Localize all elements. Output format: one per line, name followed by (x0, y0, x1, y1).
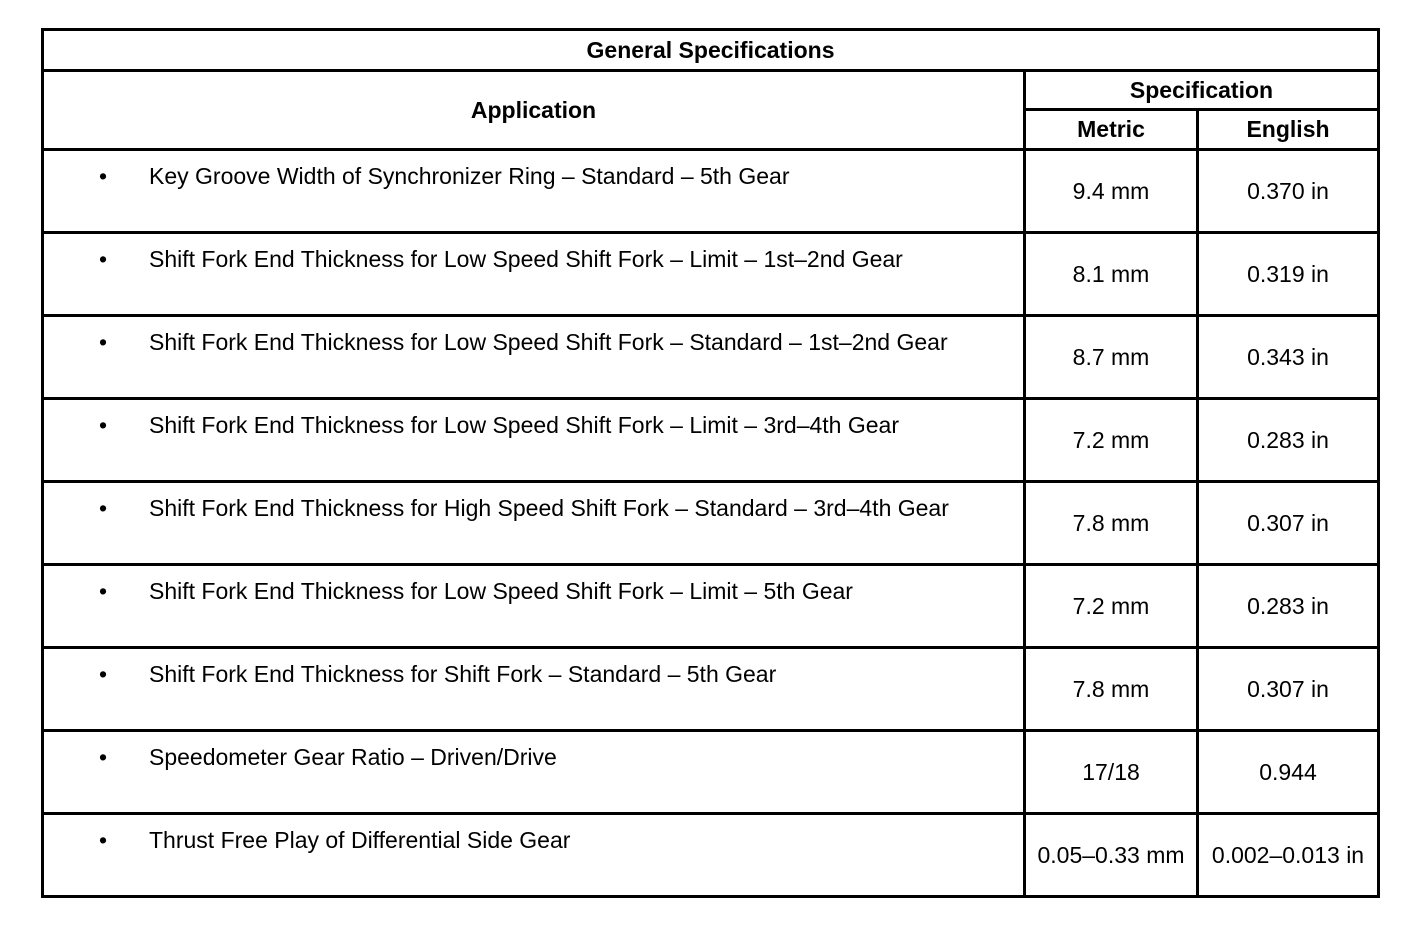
table-row (43, 399, 1379, 482)
specification-header: Specification (1025, 71, 1379, 110)
application-cell (43, 399, 1025, 482)
bullet-icon: • (99, 495, 108, 521)
english-value: 0.283 in (1198, 399, 1379, 482)
application-text: Key Groove Width of Synchronizer Ring – Standard – 5th Gear (149, 163, 790, 189)
table-row (43, 482, 1379, 565)
metric-value: 7.8 mm (1025, 648, 1198, 731)
application-cell (43, 233, 1025, 316)
metric-value: 8.7 mm (1025, 316, 1198, 399)
application-cell (43, 565, 1025, 648)
application-text: Thrust Free Play of Differential Side Gear (149, 827, 571, 853)
table-row (43, 648, 1379, 731)
application-text: Shift Fork End Thickness for Shift Fork – Standard – 5th Gear (149, 661, 777, 687)
english-value: 0.283 in (1198, 565, 1379, 648)
english-value: 0.944 (1198, 731, 1379, 814)
table-row (43, 233, 1379, 316)
application-cell (43, 316, 1025, 399)
english-value: 0.343 in (1198, 316, 1379, 399)
bullet-icon: • (99, 163, 108, 189)
bullet-icon: • (99, 412, 108, 438)
application-header: Application (43, 71, 1025, 150)
application-text: Shift Fork End Thickness for Low Speed Shift Fork – Standard – 1st–2nd Gear (149, 329, 948, 355)
metric-header: Metric (1025, 110, 1198, 150)
application-text: Shift Fork End Thickness for Low Speed Shift Fork – Limit – 5th Gear (149, 578, 853, 604)
bullet-icon: • (99, 578, 108, 604)
application-text: Shift Fork End Thickness for High Speed Shift Fork – Standard – 3rd–4th Gear (149, 495, 949, 521)
application-cell (43, 731, 1025, 814)
table-row (43, 565, 1379, 648)
table-row (43, 150, 1379, 233)
english-value: 0.002–0.013 in (1198, 814, 1379, 897)
metric-value: 7.8 mm (1025, 482, 1198, 565)
metric-value: 7.2 mm (1025, 399, 1198, 482)
table-row (43, 316, 1379, 399)
english-value: 0.370 in (1198, 150, 1379, 233)
english-value: 0.307 in (1198, 648, 1379, 731)
table-row (43, 814, 1379, 897)
application-cell (43, 648, 1025, 731)
metric-value: 9.4 mm (1025, 150, 1198, 233)
metric-value: 7.2 mm (1025, 565, 1198, 648)
english-value: 0.307 in (1198, 482, 1379, 565)
application-cell (43, 814, 1025, 897)
bullet-icon: • (99, 827, 108, 853)
application-text: Shift Fork End Thickness for Low Speed Shift Fork – Limit – 3rd–4th Gear (149, 412, 899, 438)
bullet-icon: • (99, 246, 108, 272)
table-title: General Specifications (43, 30, 1379, 71)
application-text: Shift Fork End Thickness for Low Speed Shift Fork – Limit – 1st–2nd Gear (149, 246, 903, 272)
english-value: 0.319 in (1198, 233, 1379, 316)
specifications-table (41, 28, 1380, 898)
bullet-icon: • (99, 744, 108, 770)
bullet-icon: • (99, 329, 108, 355)
application-text: Speedometer Gear Ratio – Driven/Drive (149, 744, 557, 770)
table-row (43, 731, 1379, 814)
metric-value: 0.05–0.33 mm (1025, 814, 1198, 897)
application-cell (43, 150, 1025, 233)
metric-value: 8.1 mm (1025, 233, 1198, 316)
application-cell (43, 482, 1025, 565)
bullet-icon: • (99, 661, 108, 687)
english-header: English (1198, 110, 1379, 150)
metric-value: 17/18 (1025, 731, 1198, 814)
